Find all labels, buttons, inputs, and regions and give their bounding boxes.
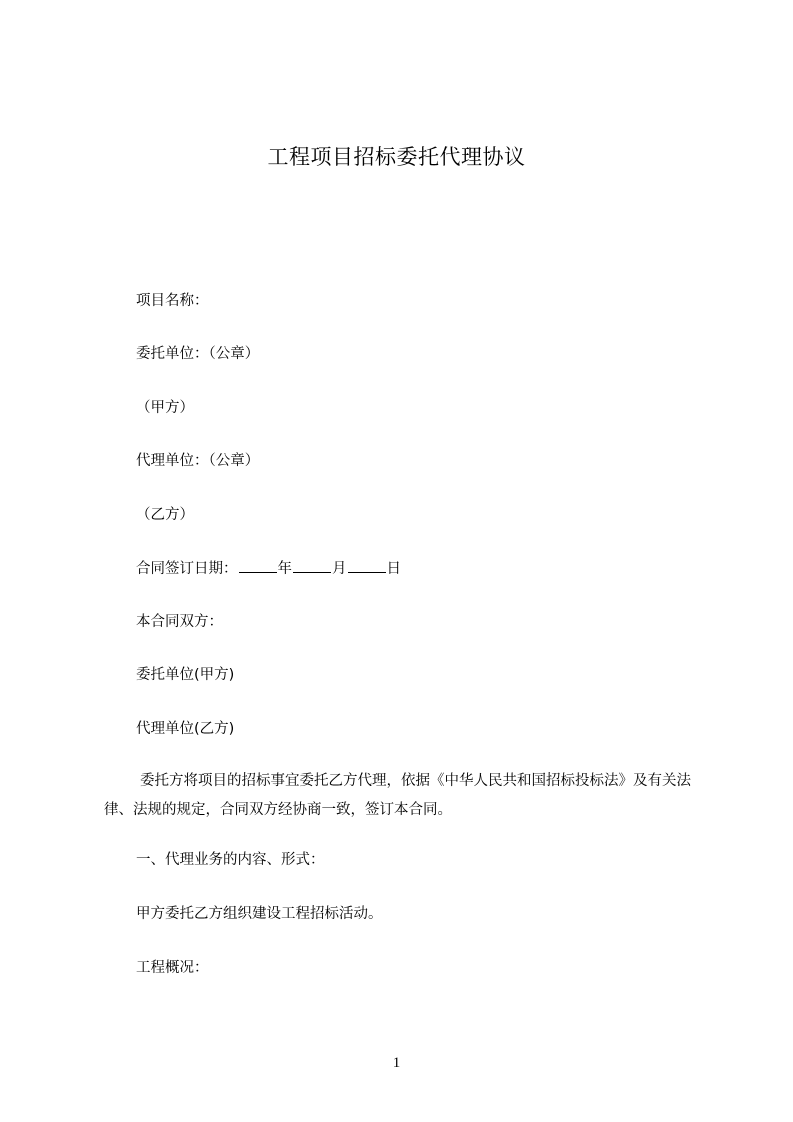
project-overview-label: 工程概况：: [136, 960, 209, 976]
day-label: 日: [386, 561, 401, 577]
client-party-a-line: 委托单位(甲方): [136, 667, 235, 683]
document-title: 工程项目招标委托代理协议: [267, 145, 526, 169]
both-parties-line: 本合同双方：: [136, 614, 223, 630]
client-unit-line: 委托单位：（公章）: [136, 346, 260, 362]
day-blank: [348, 558, 386, 573]
section-1-text: 甲方委托乙方组织建设工程招标活动。: [136, 906, 383, 922]
page-number: 1: [392, 1055, 401, 1071]
party-a-line: （甲方）: [136, 400, 194, 416]
section-1-heading: 一、代理业务的内容、形式：: [136, 852, 325, 868]
month-label: 月: [332, 561, 347, 577]
agent-unit-line: 代理单位：（公章）: [136, 453, 260, 469]
signing-date-label: 合同签订日期：: [136, 561, 238, 577]
signing-date-line: [136, 558, 401, 579]
intro-paragraph: 委托方将项目的招标事宜委托乙方代理，依据《中华人民共和国招标投标法》及有关法律、法规的规定，合同双方经协商一致，签订本合同。: [104, 773, 691, 818]
agent-party-b-line: 代理单位(乙方): [136, 721, 235, 737]
project-name-line: 项目名称：: [136, 293, 209, 309]
month-blank: [293, 558, 331, 573]
year-label: 年: [277, 561, 292, 577]
year-blank: [239, 558, 277, 573]
party-b-line: （乙方）: [136, 507, 194, 523]
